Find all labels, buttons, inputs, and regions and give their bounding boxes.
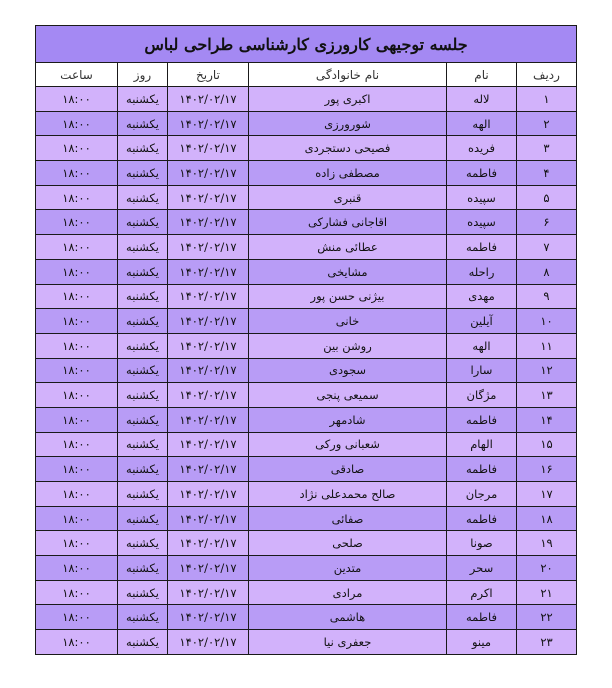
- cell-row-number: ۴: [517, 161, 577, 186]
- table-row: [36, 333, 577, 358]
- cell-day: یکشنبه: [118, 111, 168, 136]
- cell-last-name: صلحی: [249, 531, 447, 556]
- cell-date: ۱۴۰۲/۰۲/۱۷: [168, 210, 249, 235]
- cell-last-name: صادقی: [249, 457, 447, 482]
- cell-first-name: الهام: [447, 432, 517, 457]
- cell-time: ۱۸:۰۰: [36, 259, 118, 284]
- cell-date: ۱۴۰۲/۰۲/۱۷: [168, 235, 249, 260]
- cell-row-number: ۱۶: [517, 457, 577, 482]
- cell-last-name: جعفری نیا: [249, 630, 447, 655]
- table-row: [36, 235, 577, 260]
- cell-row-number: ۵: [517, 185, 577, 210]
- cell-last-name: اکبری پور: [249, 87, 447, 112]
- cell-last-name: عطائی منش: [249, 235, 447, 260]
- cell-time: ۱۸:۰۰: [36, 358, 118, 383]
- cell-row-number: ۱۲: [517, 358, 577, 383]
- cell-row-number: ۱۱: [517, 333, 577, 358]
- cell-time: ۱۸:۰۰: [36, 407, 118, 432]
- cell-first-name: آیلین: [447, 309, 517, 334]
- cell-date: ۱۴۰۲/۰۲/۱۷: [168, 383, 249, 408]
- cell-row-number: ۶: [517, 210, 577, 235]
- cell-first-name: راحله: [447, 259, 517, 284]
- cell-day: یکشنبه: [118, 210, 168, 235]
- table-row: [36, 630, 577, 655]
- cell-time: ۱۸:۰۰: [36, 506, 118, 531]
- cell-date: ۱۴۰۲/۰۲/۱۷: [168, 630, 249, 655]
- table-row: [36, 111, 577, 136]
- cell-date: ۱۴۰۲/۰۲/۱۷: [168, 482, 249, 507]
- header-date: تاریخ: [168, 63, 249, 87]
- cell-day: یکشنبه: [118, 87, 168, 112]
- cell-first-name: الهه: [447, 111, 517, 136]
- cell-first-name: سحر: [447, 556, 517, 581]
- cell-date: ۱۴۰۲/۰۲/۱۷: [168, 432, 249, 457]
- cell-row-number: ۳: [517, 136, 577, 161]
- header-time: ساعت: [36, 63, 118, 87]
- cell-day: یکشنبه: [118, 161, 168, 186]
- cell-row-number: ۱۸: [517, 506, 577, 531]
- cell-date: ۱۴۰۲/۰۲/۱۷: [168, 87, 249, 112]
- cell-day: یکشنبه: [118, 136, 168, 161]
- table-row: [36, 506, 577, 531]
- cell-first-name: الهه: [447, 333, 517, 358]
- cell-date: ۱۴۰۲/۰۲/۱۷: [168, 333, 249, 358]
- cell-last-name: مصطفی زاده: [249, 161, 447, 186]
- cell-day: یکشنبه: [118, 284, 168, 309]
- cell-day: یکشنبه: [118, 482, 168, 507]
- table-row: [36, 284, 577, 309]
- table-row: [36, 605, 577, 630]
- table-title: جلسه توجیهی کارورزی کارشناسی طراحی لباس: [36, 26, 577, 63]
- cell-row-number: ۹: [517, 284, 577, 309]
- cell-time: ۱۸:۰۰: [36, 333, 118, 358]
- cell-day: یکشنبه: [118, 630, 168, 655]
- cell-first-name: مینو: [447, 630, 517, 655]
- cell-first-name: سپیده: [447, 210, 517, 235]
- cell-row-number: ۷: [517, 235, 577, 260]
- cell-day: یکشنبه: [118, 333, 168, 358]
- cell-date: ۱۴۰۲/۰۲/۱۷: [168, 136, 249, 161]
- cell-last-name: قنبری: [249, 185, 447, 210]
- cell-row-number: ۱۳: [517, 383, 577, 408]
- cell-time: ۱۸:۰۰: [36, 432, 118, 457]
- cell-day: یکشنبه: [118, 309, 168, 334]
- cell-last-name: مرادی: [249, 580, 447, 605]
- table-body: [36, 87, 577, 655]
- cell-last-name: سجودی: [249, 358, 447, 383]
- cell-last-name: صالح محمدعلی نژاد: [249, 482, 447, 507]
- cell-date: ۱۴۰۲/۰۲/۱۷: [168, 358, 249, 383]
- table-row: [36, 432, 577, 457]
- cell-first-name: سارا: [447, 358, 517, 383]
- cell-day: یکشنبه: [118, 259, 168, 284]
- cell-time: ۱۸:۰۰: [36, 136, 118, 161]
- cell-time: ۱۸:۰۰: [36, 87, 118, 112]
- cell-time: ۱۸:۰۰: [36, 284, 118, 309]
- cell-first-name: فریده: [447, 136, 517, 161]
- schedule-sheet: [35, 25, 576, 655]
- header-last-name: نام خانوادگی: [249, 63, 447, 87]
- cell-row-number: ۲۳: [517, 630, 577, 655]
- cell-first-name: مژگان: [447, 383, 517, 408]
- cell-row-number: ۸: [517, 259, 577, 284]
- cell-day: یکشنبه: [118, 556, 168, 581]
- table-row: [36, 210, 577, 235]
- cell-date: ۱۴۰۲/۰۲/۱۷: [168, 161, 249, 186]
- cell-day: یکشنبه: [118, 506, 168, 531]
- cell-day: یکشنبه: [118, 407, 168, 432]
- cell-last-name: روشن بین: [249, 333, 447, 358]
- cell-date: ۱۴۰۲/۰۲/۱۷: [168, 605, 249, 630]
- cell-date: ۱۴۰۲/۰۲/۱۷: [168, 259, 249, 284]
- cell-first-name: فاطمه: [447, 506, 517, 531]
- cell-first-name: صونا: [447, 531, 517, 556]
- cell-last-name: سمیعی پنجی: [249, 383, 447, 408]
- cell-last-name: بیژنی حسن پور: [249, 284, 447, 309]
- cell-day: یکشنبه: [118, 605, 168, 630]
- cell-time: ۱۸:۰۰: [36, 556, 118, 581]
- cell-last-name: اقاجانی فشارکی: [249, 210, 447, 235]
- cell-date: ۱۴۰۲/۰۲/۱۷: [168, 309, 249, 334]
- cell-row-number: ۱۰: [517, 309, 577, 334]
- cell-last-name: فصیحی دستجردی: [249, 136, 447, 161]
- header-first-name: نام: [447, 63, 517, 87]
- cell-first-name: اکرم: [447, 580, 517, 605]
- cell-first-name: فاطمه: [447, 161, 517, 186]
- cell-row-number: ۱: [517, 87, 577, 112]
- cell-row-number: ۲۰: [517, 556, 577, 581]
- cell-first-name: فاطمه: [447, 605, 517, 630]
- cell-date: ۱۴۰۲/۰۲/۱۷: [168, 407, 249, 432]
- cell-day: یکشنبه: [118, 185, 168, 210]
- table-row: [36, 358, 577, 383]
- table-row: [36, 580, 577, 605]
- cell-row-number: ۲: [517, 111, 577, 136]
- cell-day: یکشنبه: [118, 383, 168, 408]
- cell-date: ۱۴۰۲/۰۲/۱۷: [168, 284, 249, 309]
- cell-time: ۱۸:۰۰: [36, 482, 118, 507]
- cell-last-name: هاشمی: [249, 605, 447, 630]
- cell-time: ۱۸:۰۰: [36, 111, 118, 136]
- table-row: [36, 87, 577, 112]
- cell-row-number: ۱۴: [517, 407, 577, 432]
- table-row: [36, 185, 577, 210]
- cell-date: ۱۴۰۲/۰۲/۱۷: [168, 457, 249, 482]
- cell-last-name: صفائی: [249, 506, 447, 531]
- cell-time: ۱۸:۰۰: [36, 531, 118, 556]
- table-row: [36, 161, 577, 186]
- cell-row-number: ۱۹: [517, 531, 577, 556]
- cell-time: ۱۸:۰۰: [36, 309, 118, 334]
- cell-day: یکشنبه: [118, 235, 168, 260]
- cell-row-number: ۱۷: [517, 482, 577, 507]
- cell-time: ۱۸:۰۰: [36, 580, 118, 605]
- cell-time: ۱۸:۰۰: [36, 457, 118, 482]
- cell-time: ۱۸:۰۰: [36, 235, 118, 260]
- cell-day: یکشنبه: [118, 457, 168, 482]
- cell-day: یکشنبه: [118, 580, 168, 605]
- cell-day: یکشنبه: [118, 531, 168, 556]
- cell-date: ۱۴۰۲/۰۲/۱۷: [168, 580, 249, 605]
- header-row-number: ردیف: [517, 63, 577, 87]
- cell-first-name: لاله: [447, 87, 517, 112]
- cell-row-number: ۱۵: [517, 432, 577, 457]
- cell-date: ۱۴۰۲/۰۲/۱۷: [168, 111, 249, 136]
- cell-date: ۱۴۰۲/۰۲/۱۷: [168, 531, 249, 556]
- cell-date: ۱۴۰۲/۰۲/۱۷: [168, 185, 249, 210]
- cell-date: ۱۴۰۲/۰۲/۱۷: [168, 506, 249, 531]
- table-row: [36, 556, 577, 581]
- cell-last-name: شادمهر: [249, 407, 447, 432]
- cell-time: ۱۸:۰۰: [36, 605, 118, 630]
- cell-first-name: مهدی: [447, 284, 517, 309]
- cell-last-name: شعبانی ورکی: [249, 432, 447, 457]
- table-row: [36, 457, 577, 482]
- table-row: [36, 136, 577, 161]
- cell-first-name: فاطمه: [447, 235, 517, 260]
- table-row: [36, 309, 577, 334]
- cell-row-number: ۲۲: [517, 605, 577, 630]
- cell-first-name: فاطمه: [447, 457, 517, 482]
- cell-time: ۱۸:۰۰: [36, 630, 118, 655]
- cell-date: ۱۴۰۲/۰۲/۱۷: [168, 556, 249, 581]
- cell-last-name: مشایخی: [249, 259, 447, 284]
- cell-last-name: شورورزی: [249, 111, 447, 136]
- cell-day: یکشنبه: [118, 432, 168, 457]
- cell-day: یکشنبه: [118, 358, 168, 383]
- table-row: [36, 482, 577, 507]
- header-day: روز: [118, 63, 168, 87]
- cell-first-name: سپیده: [447, 185, 517, 210]
- cell-time: ۱۸:۰۰: [36, 161, 118, 186]
- schedule-table: [35, 25, 577, 655]
- table-row: [36, 407, 577, 432]
- cell-time: ۱۸:۰۰: [36, 383, 118, 408]
- table-row: [36, 531, 577, 556]
- cell-time: ۱۸:۰۰: [36, 210, 118, 235]
- cell-row-number: ۲۱: [517, 580, 577, 605]
- cell-first-name: مرجان: [447, 482, 517, 507]
- cell-time: ۱۸:۰۰: [36, 185, 118, 210]
- cell-last-name: متدین: [249, 556, 447, 581]
- table-row: [36, 259, 577, 284]
- cell-last-name: خانی: [249, 309, 447, 334]
- table-row: [36, 383, 577, 408]
- cell-first-name: فاطمه: [447, 407, 517, 432]
